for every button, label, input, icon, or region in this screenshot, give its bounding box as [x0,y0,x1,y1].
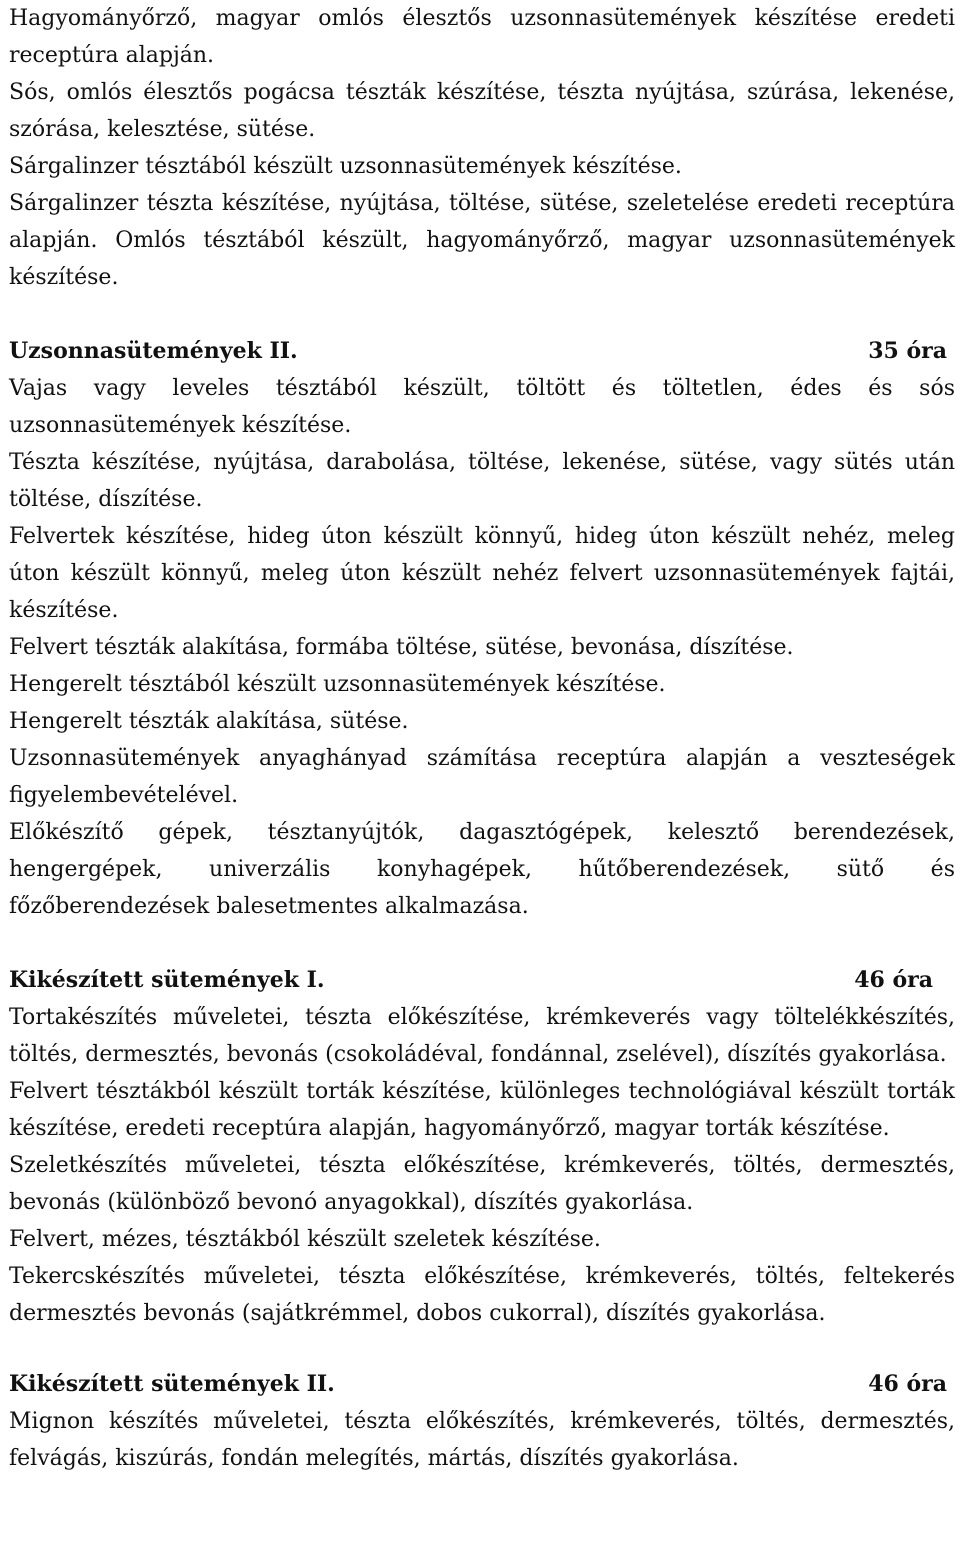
section-paragraph: Tekercskészítés műveletei, tészta előkészítése, krémkeverés, töltés, feltekerés dermesztés bevonás (sajátkrémmel, dobos cukorral), díszítés gyakorlása. [9,1264,955,1326]
document-page [9,0,955,1477]
section-paragraph: Felvert tésztákból készült torták készítése, különleges technológiával készült torták készítése, eredeti receptúra alapján, hagyományőrző, magyar torták készítése. [9,1079,955,1141]
section-spacer [9,925,955,962]
section-kikeszitett-1 [9,962,955,1332]
section-uzsonnasutemenyek-2 [9,333,955,925]
section-heading [9,1366,955,1403]
intro-paragraph: Sárgalinzer tésztából készült uzsonnasütemények készítése. [9,154,682,179]
section-hours: 46 óra [854,967,933,993]
section-paragraph: Vajas vagy leveles tésztából készült, töltött és töltetlen, édes és sós uzsonnasütemények készítése. [9,376,955,438]
section-paragraph: Hengerelt tésztából készült uzsonnasütemények készítése. [9,672,666,697]
intro-paragraph: Sárgalinzer tészta készítése, nyújtása, töltése, sütése, szeletelése eredeti receptúra alapján. Omlós tésztából készült, hagyományőrző, magyar uzsonnasütemények készítése. [9,191,955,290]
section-paragraph: Felvert tészták alakítása, formába töltése, sütése, bevonása, díszítése. [9,635,794,660]
section-paragraph: Szeletkészítés műveletei, tészta előkészítése, krémkeverés, töltés, dermesztés, bevonás (különböző bevonó anyagokkal), díszítés gyakorlása. [9,1153,955,1215]
section-paragraph: Felvertek készítése, hideg úton készült könnyű, hideg úton készült nehéz, meleg úton készült könnyű, meleg úton készült nehéz felvert uzsonnasütemények fajtái, készítése. [9,524,955,623]
section-hours: 46 óra [868,1371,947,1397]
section-paragraph: Hengerelt tészták alakítása, sütése. [9,709,409,734]
section-paragraph: Tortakészítés műveletei, tészta előkészítése, krémkeverés vagy töltelékkészítés, töltés, dermesztés, bevonás (csokoládéval, fondánnal, zselével), díszítés gyakorlása. [9,1005,955,1067]
section-hours: 35 óra [868,338,947,364]
section-paragraph: Mignon készítés műveletei, tészta előkészítés, krémkeverés, töltés, dermesztés, felvágás, kiszúrás, fondán melegítés, mártás, díszítés gyakorlása. [9,1409,955,1471]
intro-paragraph: Sós, omlós élesztős pogácsa tészták készítése, tészta nyújtása, szúrása, lekenése, szórása, kelesztése, sütése. [9,80,955,142]
section-paragraph: Előkészítő gépek, tésztanyújtók, dagasztógépek, kelesztő berendezések, hengergépek, univerzális konyhagépek, hűtőberendezések, sütő és főzőberendezések balesetmentes alkalmazása. [9,820,955,919]
section-title: Uzsonnasütemények II. [9,338,298,364]
section-paragraph: Tészta készítése, nyújtása, darabolása, töltése, lekenése, sütése, vagy sütés után töltése, díszítése. [9,450,955,512]
section-spacer [9,296,955,333]
section-heading [9,333,955,370]
section-spacer [9,1332,955,1366]
section-kikeszitett-2 [9,1366,955,1477]
section-title: Kikészített sütemények I. [9,967,325,993]
section-heading [9,962,955,999]
section-paragraph: Felvert, mézes, tésztákból készült szeletek készítése. [9,1227,601,1252]
intro-paragraph: Hagyományőrző, magyar omlós élesztős uzsonnasütemények készítése eredeti receptúra alapján. [9,6,955,68]
section-title: Kikészített sütemények II. [9,1371,335,1397]
section-paragraph: Uzsonnasütemények anyaghányad számítása receptúra alapján a veszteségek figyelembevételével. [9,746,955,808]
